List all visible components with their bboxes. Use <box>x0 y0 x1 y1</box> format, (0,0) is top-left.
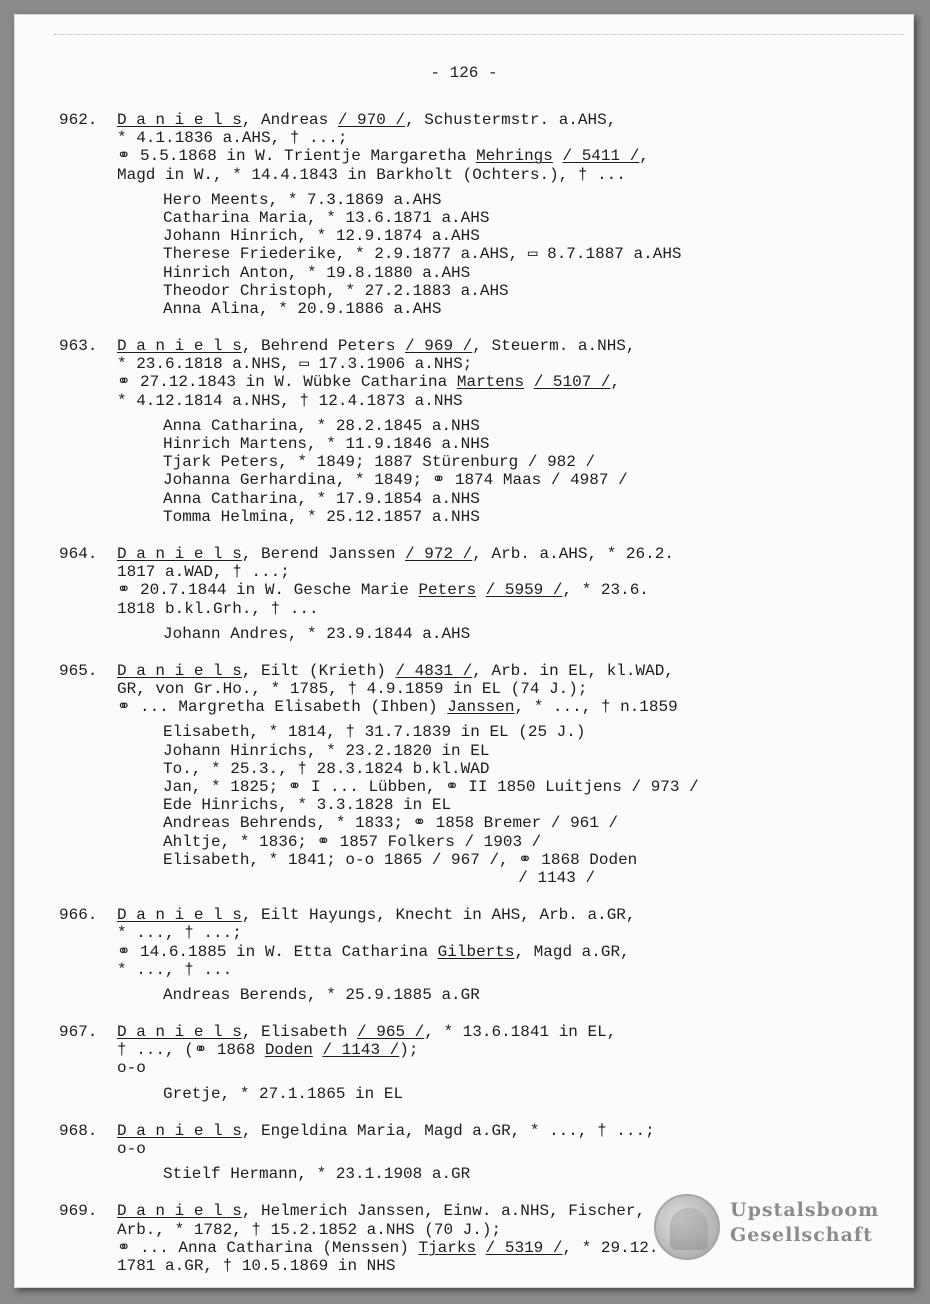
child-entry: Stielf Hermann, * 23.1.1908 a.GR <box>163 1165 471 1184</box>
entry-number: 962. <box>59 111 98 129</box>
child-entry: Hinrich Martens, * 11.9.1846 a.NHS <box>163 435 490 453</box>
entry <box>59 662 904 887</box>
entry-text: 1818 b.kl.Grh., † ... <box>117 599 319 618</box>
children-list <box>117 625 904 643</box>
children-list <box>117 723 904 887</box>
entry-text: , * 29.12. <box>562 1238 659 1257</box>
cross-reference: / 5107 / <box>533 373 611 392</box>
surname: D a n i e l s <box>117 906 242 925</box>
entry-text: , Arb. in EL, kl.WAD, <box>472 661 674 680</box>
children-list <box>117 1165 904 1183</box>
surname: D a n i e l s <box>117 1121 242 1140</box>
cross-reference: / 972 / <box>405 544 473 563</box>
entry-text: ⚭ 20.7.1844 in W. Gesche Marie <box>117 581 419 600</box>
entry-text: , * 23.6. <box>562 581 649 600</box>
cross-reference: / 5411 / <box>562 147 640 166</box>
child-entry: Theodor Christoph, * 27.2.1883 a.AHS <box>163 281 509 300</box>
entry-text: 1781 a.GR, † 10.5.1869 in NHS <box>117 1256 396 1275</box>
cross-reference: / 4831 / <box>395 661 473 680</box>
entry-line <box>117 906 904 924</box>
entry-text: , <box>639 147 649 166</box>
child-entry: Anna Catharina, * 17.9.1854 a.NHS <box>163 489 480 508</box>
entry-text: * 23.6.1818 a.NHS, ▭ 17.3.1906 a.NHS; <box>117 355 473 374</box>
entry-line <box>117 698 904 716</box>
cross-reference: / 970 / <box>337 111 406 129</box>
child-entry: Gretje, * 27.1.1865 in EL <box>163 1084 404 1103</box>
entry-line <box>117 680 904 698</box>
top-rule <box>54 34 904 35</box>
entry-text: , Andreas <box>241 111 338 129</box>
entry <box>59 906 904 1004</box>
entry-number: 965. <box>59 661 98 680</box>
children-list <box>117 986 904 1004</box>
entry-text: * ..., † ...; <box>117 924 242 943</box>
entry-text <box>313 1041 323 1059</box>
children-list <box>117 191 904 318</box>
surname: D a n i e l s <box>117 1202 242 1221</box>
document-page <box>14 14 914 1288</box>
child-entry: Elisabeth, * 1841; o-o 1865 / 967 /, ⚭ 1868 Doden <box>163 850 638 869</box>
entry-text: * 4.1.1836 a.AHS, † ...; <box>117 129 348 148</box>
entry-line <box>117 147 904 165</box>
children-list <box>117 1085 904 1103</box>
entry-text: 1817 a.WAD, † ...; <box>117 563 290 582</box>
surname: Gilberts <box>437 942 515 961</box>
entry-line <box>117 662 904 680</box>
genealogy-entries <box>59 111 904 1275</box>
cross-reference: / 5319 / <box>485 1238 563 1257</box>
entry <box>59 545 904 643</box>
cross-reference: / 5959 / <box>485 581 563 600</box>
entry-text: , Berend Janssen <box>241 544 406 563</box>
child-entry: Anna Catharina, * 28.2.1845 a.NHS <box>163 416 480 435</box>
child-entry: To., * 25.3., † 28.3.1824 b.kl.WAD <box>163 759 490 778</box>
child-entry: Ahltje, * 1836; ⚭ 1857 Folkers / 1903 / <box>163 832 542 851</box>
entry-text: , Arb. a.AHS, * 26.2. <box>472 544 674 563</box>
entry-text: ⚭ ... Margretha Elisabeth (Ihben) <box>117 698 448 717</box>
cross-reference: / 969 / <box>405 337 473 356</box>
cross-reference: / 965 / <box>357 1023 425 1042</box>
child-entry: Johann Hinrich, * 12.9.1874 a.AHS <box>163 227 480 246</box>
surname: Mehrings <box>476 147 553 166</box>
entry-text: o-o <box>117 1059 146 1078</box>
entry-text: , * 13.6.1841 in EL, <box>424 1023 617 1042</box>
cross-reference: / 1143 / <box>322 1041 400 1060</box>
surname: Martens <box>456 373 525 392</box>
surname: D a n i e l s <box>117 661 242 680</box>
surname: Peters <box>418 581 477 600</box>
child-entry: Johanna Gerhardina, * 1849; ⚭ 1874 Maas / 4987 / <box>163 471 628 490</box>
entry <box>59 1122 904 1184</box>
entry-line <box>117 129 904 147</box>
entry-number: 964. <box>59 544 98 563</box>
entry-number: 968. <box>59 1121 98 1140</box>
entry-line <box>117 600 904 618</box>
child-entry: Anna Alina, * 20.9.1886 a.AHS <box>163 299 442 318</box>
entry-text: , * ..., † n.1859 <box>514 698 678 717</box>
entry-text: , Elisabeth <box>241 1023 358 1042</box>
entry-line <box>117 1122 904 1140</box>
entry-text: * 4.12.1814 a.NHS, † 12.4.1873 a.NHS <box>117 391 463 410</box>
entry-text: , Eilt Hayungs, Knecht in AHS, Arb. a.GR, <box>241 906 636 925</box>
page-number: - 126 - <box>430 64 498 82</box>
seal-figure-icon <box>670 1208 708 1250</box>
surname: Janssen <box>447 698 515 717</box>
entry-text: Magd in W., * 14.4.1843 in Barkholt (Ochters.), † ... <box>117 165 626 184</box>
entry-number: 963. <box>59 337 98 356</box>
entry-line <box>117 111 904 129</box>
entry-number: 969. <box>59 1202 98 1221</box>
entry-line <box>117 563 904 581</box>
upstalsboom-watermark <box>654 1188 904 1266</box>
child-entry: Elisabeth, * 1814, † 31.7.1839 in EL (25 J.) <box>163 723 586 742</box>
entry-line <box>117 1023 904 1041</box>
entry-text: † ..., (⚭ 1868 <box>117 1041 265 1060</box>
child-entry: Andreas Behrends, * 1833; ⚭ 1858 Bremer / 961 / <box>163 814 619 833</box>
surname: Tjarks <box>418 1238 477 1257</box>
entry-line <box>117 337 904 355</box>
entry-number: 967. <box>59 1023 98 1042</box>
entry-line <box>117 166 904 184</box>
child-entry: Johann Hinrichs, * 23.2.1820 in EL <box>163 741 490 760</box>
entry-line <box>117 924 904 942</box>
child-entry: Andreas Berends, * 25.9.1885 a.GR <box>163 985 480 1004</box>
child-entry: Tjark Peters, * 1849; 1887 Stürenburg / 982 / <box>163 453 596 472</box>
surname: D a n i e l s <box>117 544 242 563</box>
entry-text <box>524 373 534 391</box>
entry-line <box>117 373 904 391</box>
entry-line <box>117 392 904 410</box>
entry-text: Arb., * 1782, † 15.2.1852 a.NHS (70 J.); <box>117 1220 502 1239</box>
entry <box>59 111 904 318</box>
child-entry: Johann Andres, * 23.9.1844 a.AHS <box>163 624 471 643</box>
entry-text: , Engeldina Maria, Magd a.GR, * ..., † ...; <box>241 1121 655 1140</box>
entry-line <box>117 961 904 979</box>
surname: D a n i e l s <box>117 1023 242 1042</box>
watermark-line-2: Gesellschaft <box>730 1224 873 1246</box>
entry-text: , Magd a.GR, <box>514 942 630 961</box>
entry-line <box>117 1059 904 1077</box>
child-entry: Therese Friederike, * 2.9.1877 a.AHS, ▭ 8.7.1887 a.AHS <box>163 245 682 264</box>
entry <box>59 1023 904 1103</box>
entry-text: , Steuerm. a.NHS, <box>472 337 636 356</box>
entry-line <box>117 943 904 961</box>
surname: D a n i e l s <box>117 337 242 356</box>
child-entry: / 1143 / <box>163 868 596 887</box>
watermark-line-1: Upstalsboom <box>730 1199 880 1221</box>
entry-line <box>117 545 904 563</box>
entry-text <box>476 581 486 599</box>
entry-text: GR, von Gr.Ho., * 1785, † 4.9.1859 in EL (74 J.); <box>117 680 588 699</box>
child-entry: Hero Meents, * 7.3.1869 a.AHS <box>163 190 442 209</box>
watermark-text <box>730 1198 879 1248</box>
child-entry: Hinrich Anton, * 19.8.1880 a.AHS <box>163 263 471 282</box>
entry-line <box>117 1041 904 1059</box>
child-entry: Tomma Helmina, * 25.12.1857 a.NHS <box>163 507 480 526</box>
surname: D a n i e l s <box>117 111 242 129</box>
entry-text: ⚭ ... Anna Catharina (Menssen) <box>117 1238 419 1257</box>
entry-text: ⚭ 27.12.1843 in W. Wübke Catharina <box>117 373 457 392</box>
entry-number: 966. <box>59 906 98 925</box>
entry-line <box>117 581 904 599</box>
children-list <box>117 417 904 526</box>
entry-text: , Eilt (Krieth) <box>241 661 396 680</box>
child-entry: Catharina Maria, * 13.6.1871 a.AHS <box>163 208 490 227</box>
seal-icon <box>654 1194 720 1260</box>
entry-text: , <box>610 373 621 392</box>
child-entry: Jan, * 1825; ⚭ I ... Lübben, ⚭ II 1850 Luitjens / 973 / <box>163 778 699 796</box>
entry-line <box>117 1140 904 1158</box>
entry-text: ⚭ 14.6.1885 in W. Etta Catharina <box>117 942 438 961</box>
entry-text: , Helmerich Janssen, Einw. a.NHS, Fischer, <box>241 1202 646 1221</box>
entry-text: * ..., † ... <box>117 960 233 979</box>
entry-text: , Schustermstr. a.AHS, <box>405 111 617 129</box>
entry-text <box>476 1239 486 1257</box>
entry-text: ); <box>399 1041 419 1060</box>
entry-text: ⚭ 5.5.1868 in W. Trientje Margaretha <box>117 147 477 166</box>
entry-text: o-o <box>117 1140 146 1158</box>
entry-text: , Behrend Peters <box>241 337 406 356</box>
surname: Doden <box>264 1041 313 1060</box>
entry-line <box>117 355 904 373</box>
child-entry: Ede Hinrichs, * 3.3.1828 in EL <box>163 796 452 815</box>
entry <box>59 337 904 526</box>
